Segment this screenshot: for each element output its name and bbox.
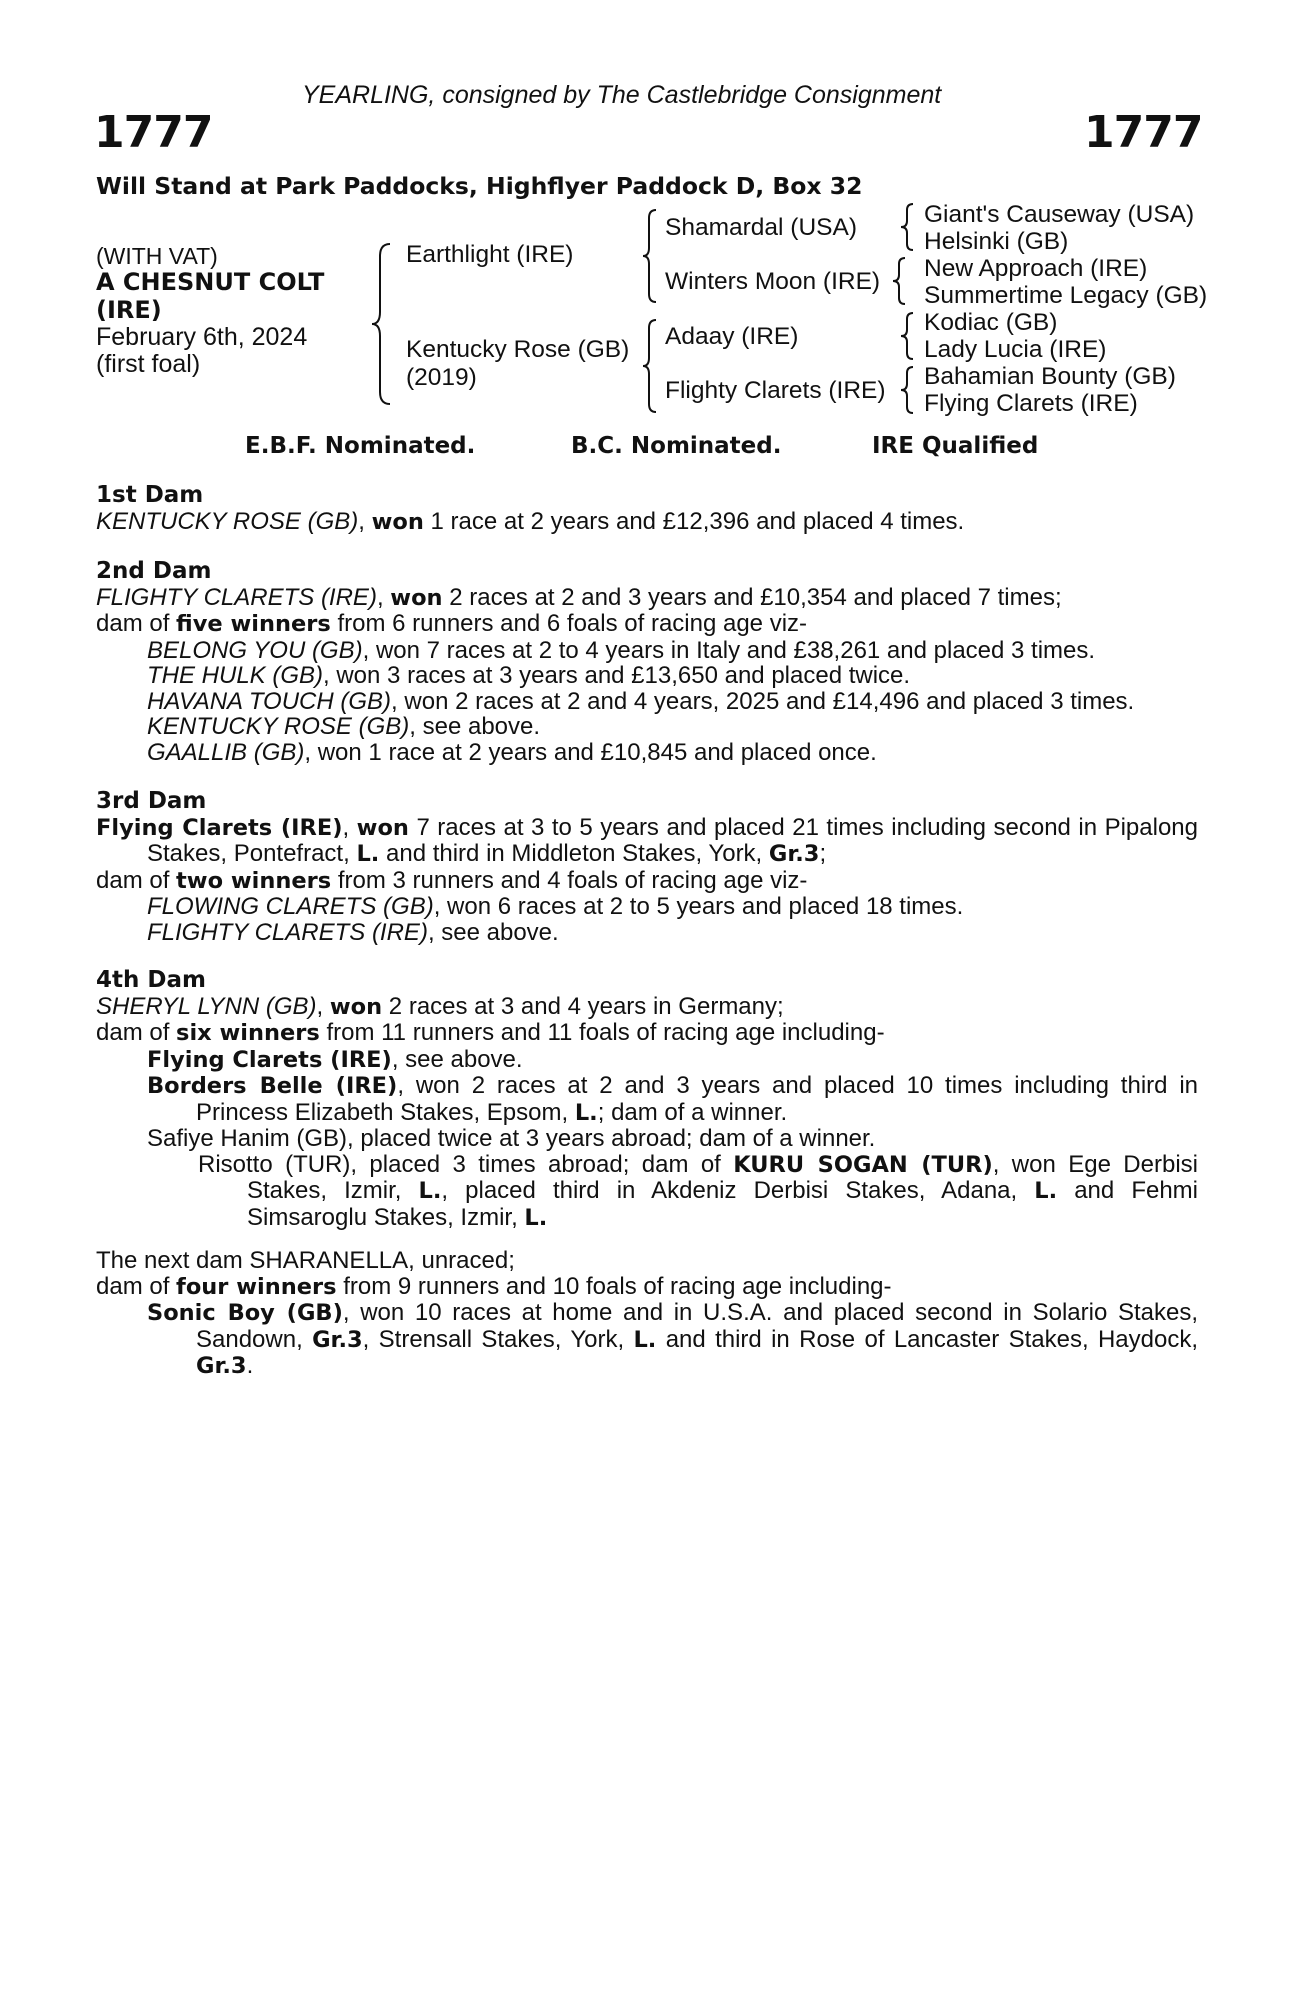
first-dam-won: won xyxy=(371,508,424,535)
list-item xyxy=(96,1126,1198,1152)
progeny-name: KURU SOGAN (TUR) xyxy=(733,1151,993,1178)
vat-label: (WITH VAT) xyxy=(96,243,218,269)
second-dam-runners: from 6 runners and 6 foals of racing age viz- xyxy=(330,610,808,637)
progeny-name: FLIGHTY CLARETS (IRE) xyxy=(147,918,428,946)
lot-number-left: 1777 xyxy=(94,107,213,158)
list-item xyxy=(96,894,1198,920)
next-dam-dam-of: dam of xyxy=(96,1272,177,1300)
bc-nomination: B.C. Nominated. xyxy=(571,433,782,459)
pedigree-dam: Kentucky Rose (GB) xyxy=(406,336,630,363)
lot-number-right: 1777 xyxy=(1084,107,1203,158)
progeny-record: . xyxy=(246,1352,254,1379)
fourth-dam-dam-of: dam of xyxy=(96,1019,177,1046)
ire-qualified: IRE Qualified xyxy=(872,433,1039,459)
second-dam-winners: five winners xyxy=(176,611,331,637)
pedigree-dam-year: (2019) xyxy=(406,364,477,391)
fourth-dam-heading: 4th Dam xyxy=(96,967,206,993)
progeny-record: , Strensall Stakes, York, xyxy=(362,1325,634,1353)
second-dam-won: won xyxy=(390,584,443,611)
next-dam-section xyxy=(96,1248,1198,1380)
progeny-name: HAVANA TOUCH (GB) xyxy=(147,687,392,715)
list-item xyxy=(96,1073,1198,1126)
listed-label: L. xyxy=(524,1204,548,1231)
list-item xyxy=(96,1152,1198,1232)
progeny-record: , won 3 races at 3 years and £13,650 and placed twice. xyxy=(323,662,911,689)
fourth-dam-winners: six winners xyxy=(176,1020,320,1046)
progeny-name: KENTUCKY ROSE (GB) xyxy=(147,713,410,740)
third-dam-section xyxy=(96,789,1198,945)
fourth-dam-name: SHERYL LYNN (GB) xyxy=(96,992,317,1020)
progeny-record: , won 6 races at 2 to 5 years and placed 18 times. xyxy=(433,893,964,920)
fourth-dam-runners: from 11 runners and 11 foals of racing age including- xyxy=(319,1019,885,1046)
progeny-record: , won 2 races at 2 and 3 years and placed 10 times including third in Princess Elizabeth Stakes, Epsom, xyxy=(196,1072,1199,1126)
pedigree-brace-dd xyxy=(898,365,920,415)
group-label: Gr.3 xyxy=(196,1353,247,1379)
pedigree-brace-sd xyxy=(890,256,912,306)
listed-label: L. xyxy=(418,1178,442,1204)
progeny-name: THE HULK (GB) xyxy=(147,662,324,689)
first-dam-section: 1st Dam KENTUCKY ROSE (GB), won 1 race at 2 years and £12,396 and placed 4 times. xyxy=(96,483,1198,535)
pedigree-sire-sire: Shamardal (USA) xyxy=(665,214,857,241)
list-item xyxy=(96,1300,1198,1380)
third-dam-winners: two winners xyxy=(176,867,332,894)
fourth-dam-section: 4th Dam SHERYL LYNN (GB), won 2 races at 3 and 4 years in Germany; dam of six winners from 11 runners and 11 foals of racing age including- Flying Clarets (IRE), see above. Borders Belle (IRE), won 2 races at 2 and 3 years and placed 10 times including third in Princess Elizabeth Stakes, Epsom, L.; dam of a winner. Safiye Hanim (GB), placed twice at 3 years abroad; dam of a winner. Risotto (TUR), placed 3 times abroad; dam of KURU SOGAN (TUR), won Ege Derbisi Stakes, Izmir, L., placed third in Akdeniz Derbisi Stakes, Adana, L. and Fehmi Simsaroglu Stakes, Izmir, L. xyxy=(96,967,1199,1231)
third-dam-text: 7 races at 3 to 5 years and placed 21 times including second in Pipalong Stakes, Pontefract, xyxy=(147,813,1198,867)
horse-breed: (IRE) xyxy=(96,296,162,324)
date-of-birth: February 6th, 2024 xyxy=(96,323,308,351)
next-dam-winners: four winners xyxy=(176,1273,337,1300)
third-dam-won: won xyxy=(356,814,409,841)
pedigree-brace-ss xyxy=(898,202,920,252)
consignor-line: YEARLING, consigned by The Castlebridge Consignment xyxy=(302,81,942,109)
third-dam-text: ; xyxy=(819,840,827,867)
third-dam-text: and third in Middleton Stakes, York, xyxy=(379,840,769,867)
pedigree-ddd: Flying Clarets (IRE) xyxy=(924,390,1138,417)
pedigree-ssd: Helsinki (GB) xyxy=(924,228,1069,255)
progeny-record: , see above. xyxy=(427,918,559,946)
progeny-record: , won 7 races at 2 to 4 years in Italy and £38,261 and placed 3 times. xyxy=(362,636,1096,664)
ebf-nomination: E.B.F. Nominated. xyxy=(245,433,476,459)
progeny-record: Safiye Hanim (GB), placed twice at 3 years abroad; dam of a winner. xyxy=(147,1125,876,1152)
third-dam-name: Flying Clarets (IRE) xyxy=(96,814,343,841)
third-dam-record: Flying Clarets (IRE), won 7 races at 3 to 5 years and placed 21 times including second in Pipalong Stakes, Pontefract, L. and third in Middleton Stakes, York, Gr.3; xyxy=(96,813,1198,867)
listed-label: L. xyxy=(1034,1178,1058,1204)
location-line: Will Stand at Park Paddocks, Highflyer Paddock D, Box 32 xyxy=(96,172,863,200)
progeny-name: GAALLIB (GB) xyxy=(147,738,305,766)
pedigree-dam-sire: Adaay (IRE) xyxy=(665,323,799,350)
listed-label: L. xyxy=(574,1099,598,1126)
progeny-record: , won 1 race at 2 years and £10,845 and placed once. xyxy=(304,738,877,766)
pedigree-sire: Earthlight (IRE) xyxy=(406,241,574,268)
list-item xyxy=(96,920,1198,946)
fourth-dam-record: 2 races at 3 and 4 years in Germany; xyxy=(382,992,784,1020)
list-item xyxy=(96,663,1198,689)
pedigree-brace-sire xyxy=(640,208,664,304)
first-dam-heading: 1st Dam xyxy=(96,482,204,508)
progeny-record: and third in Rose of Lancaster Stakes, Haydock, xyxy=(656,1325,1198,1353)
progeny-name: BELONG YOU (GB) xyxy=(147,636,363,664)
progeny-name: Borders Belle (IRE) xyxy=(147,1073,398,1099)
progeny-name: FLOWING CLARETS (GB) xyxy=(147,893,434,920)
group-label: Gr.3 xyxy=(312,1326,363,1353)
pedigree-dds: Bahamian Bounty (GB) xyxy=(924,363,1176,390)
listed-label: L. xyxy=(633,1326,657,1353)
list-item xyxy=(96,1047,1198,1074)
second-dam-dam-of: dam of xyxy=(96,610,177,637)
progeny-record: Risotto (TUR), placed 3 times abroad; dam of xyxy=(198,1150,734,1178)
pedigree-sire-dam: Winters Moon (IRE) xyxy=(665,268,881,295)
list-item xyxy=(96,689,1198,715)
next-dam-runners: from 9 runners and 10 foals of racing age including- xyxy=(336,1272,892,1300)
third-dam-runners: from 3 runners and 4 foals of racing age viz- xyxy=(331,866,808,894)
pedigree-brace-ds xyxy=(898,311,920,361)
progeny-record: , won 10 races at home and in U.S.A. and placed second in Solario Stakes, Sandown, xyxy=(196,1299,1198,1353)
list-item xyxy=(96,740,1198,766)
second-dam-name: FLIGHTY CLARETS (IRE) xyxy=(96,583,377,611)
progeny-name: Flying Clarets (IRE) xyxy=(147,1046,392,1073)
progeny-record: , won 2 races at 2 and 4 years, 2025 and £14,496 and placed 3 times. xyxy=(391,687,1135,715)
third-dam-heading: 3rd Dam xyxy=(96,788,207,814)
horse-description: A CHESNUT COLT xyxy=(96,268,325,296)
foal-note: (first foal) xyxy=(96,350,201,378)
list-item xyxy=(96,714,1198,740)
progeny-record: , see above. xyxy=(409,713,541,740)
second-dam-record: 2 races at 2 and 3 years and £10,354 and placed 7 times; xyxy=(442,583,1062,611)
pedigree-sdd: Summertime Legacy (GB) xyxy=(924,282,1208,309)
pedigree-dsd: Lady Lucia (IRE) xyxy=(924,336,1107,363)
first-dam-record: 1 race at 2 years and £12,396 and placed 4 times. xyxy=(423,507,965,535)
pedigree-sss: Giant's Causeway (USA) xyxy=(924,201,1195,228)
pedigree-dss: Kodiac (GB) xyxy=(924,309,1058,336)
progeny-record: , placed third in Akdeniz Derbisi Stakes, Adana, xyxy=(441,1177,1035,1204)
progeny-record: , won Ege Derbisi Stakes, Izmir, xyxy=(247,1150,1198,1204)
progeny-record: and Fehmi Simsaroglu Stakes, Izmir, xyxy=(247,1177,1199,1231)
progeny-name: Sonic Boy (GB) xyxy=(147,1300,343,1326)
second-dam-heading: 2nd Dam xyxy=(96,558,212,584)
progeny-record: , see above. xyxy=(391,1045,523,1073)
progeny-record: ; dam of a winner. xyxy=(597,1098,788,1126)
third-dam-dam-of: dam of xyxy=(96,866,177,894)
listed-label: L. xyxy=(356,841,380,867)
pedigree-sds: New Approach (IRE) xyxy=(924,255,1148,282)
list-item xyxy=(96,638,1198,664)
first-dam-name: KENTUCKY ROSE (GB) xyxy=(96,507,359,535)
pedigree-brace-dam xyxy=(640,318,664,414)
pedigree-dam-dam: Flighty Clarets (IRE) xyxy=(665,377,886,404)
next-dam-line: The next dam SHARANELLA, unraced; xyxy=(96,1247,515,1274)
pedigree-brace-main xyxy=(370,240,400,410)
fourth-dam-won: won xyxy=(329,993,383,1020)
second-dam-section: 2nd Dam FLIGHTY CLARETS (IRE), won 2 races at 2 and 3 years and £10,354 and placed 7 times; dam of five winners from 6 runners and 6 foals of racing age viz- BELONG YOU (GB), won 7 races at 2 to 4 years in Italy and £38,261 and placed 3 times. THE HULK (GB), won 3 races at 3 years and £13,650 and placed twice. HAVANA TOUCH (GB), won 2 races at 2 and 4 years, 2025 and £14,496 and placed 3 times. KENTUCKY ROSE (GB), see above. GAALLIB (GB), won 1 race at 2 years and £10,845 and placed once. xyxy=(96,559,1198,765)
group-label: Gr.3 xyxy=(768,841,820,867)
